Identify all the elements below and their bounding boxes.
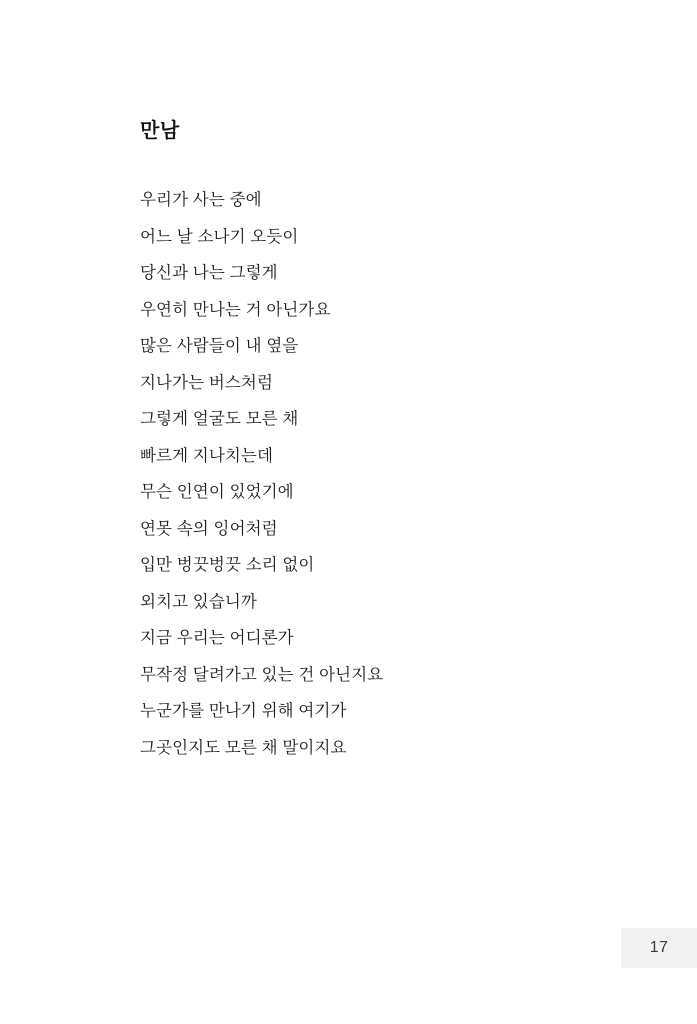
poem-line: 우연히 만나는 거 아닌가요	[140, 300, 331, 319]
poem-line: 당신과 나는 그렇게	[140, 264, 278, 282]
poem-line: 그렇게 얼굴도 모른 채	[140, 410, 299, 428]
poem-line: 무작정 달려가고 있는 건 아닌지요	[140, 665, 384, 684]
poem-line: 그곳인지도 모른 채 말이지요	[140, 738, 347, 757]
poem-line: 지금 우리는 어디론가	[140, 629, 294, 647]
poem-line: 입만 벙끗벙끗 소리 없이	[140, 556, 315, 574]
poem-line: 무슨 인연이 있었기에	[140, 483, 294, 501]
poem-line: 우리가 사는 중에	[140, 191, 262, 209]
page-number: 17	[649, 939, 669, 956]
poem-line: 어느 날 소나기 오듯이	[140, 227, 299, 246]
poem-line: 외치고 있습니까	[140, 592, 257, 611]
poem-block	[140, 118, 570, 766]
poem-line: 많은 사람들이 내 옆을	[140, 337, 299, 355]
poem-body	[140, 182, 570, 766]
page-title: 만남	[140, 120, 180, 142]
poem-line: 빠르게 지나치는데	[140, 446, 273, 465]
page-number-box	[621, 928, 697, 968]
poem-line: 연못 속의 잉어처럼	[140, 519, 278, 538]
poem-line: 누군가를 만나기 위해 여기가	[140, 702, 347, 720]
poem-line: 지나가는 버스처럼	[140, 373, 273, 392]
